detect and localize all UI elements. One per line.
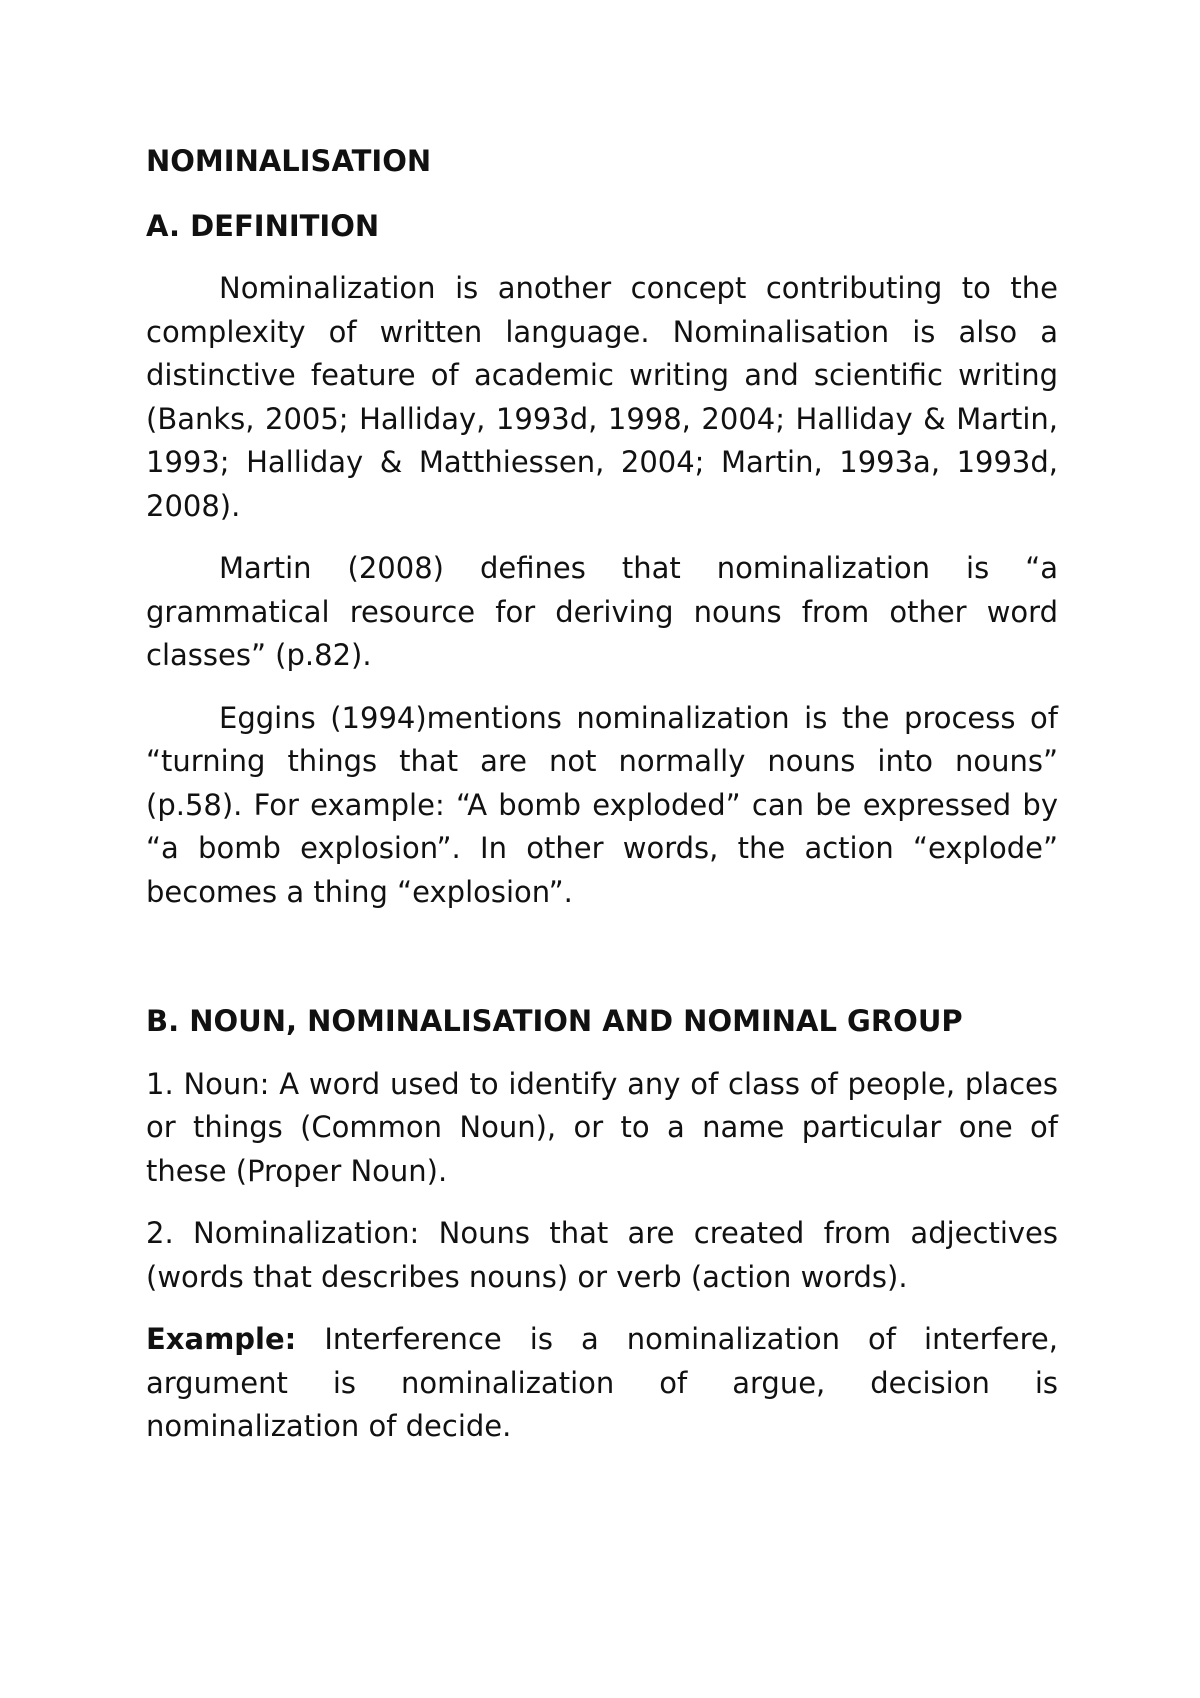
definition-paragraph-2: Martin (2008) defines that nominalization is “a grammatical resource for deriving nouns from other word classes” (p.82). xyxy=(146,551,1058,672)
list-item-noun: 1. Noun: A word used to identify any of class of people, places or things (Common Noun), or to a name particular one of these (Proper Noun). xyxy=(146,1066,1058,1188)
example-text: Interference is a nominalization of interfere, argument is nominalization of argue, decision is nominalization of decide. xyxy=(146,1322,1058,1443)
document-page xyxy=(146,140,1058,1468)
section-a-heading: A. DEFINITION xyxy=(146,208,380,243)
example-label: Example: xyxy=(146,1322,297,1356)
example-paragraph xyxy=(146,1318,1058,1449)
definition-paragraph-1: Nominalization is another concept contributing to the complexity of written language. Nominalisation is also a distinctive feature of academic writing and scientific writing (Banks, 2005; Halliday, 1993d, 1998, 2004; Halliday & Martin, 1993; Halliday & Matthiessen, 2004; Martin, 1993a, 1993d, 2008). xyxy=(146,271,1058,523)
section-b-heading: B. NOUN, NOMINALISATION AND NOMINAL GROUP xyxy=(146,1004,963,1038)
definition-paragraph-3: Eggins (1994)mentions nominalization is the process of “turning things that are not normally nouns into nouns” (p.58). For example: “A bomb exploded” can be expressed by “a bomb explosion”. In other words, the action “explode” becomes a thing “explosion”. xyxy=(146,700,1058,909)
list-item-nominalization: 2. Nominalization: Nouns that are created from adjectives (words that describes nouns) or verb (action words). xyxy=(146,1216,1058,1294)
document-title: NOMINALISATION xyxy=(146,144,432,178)
